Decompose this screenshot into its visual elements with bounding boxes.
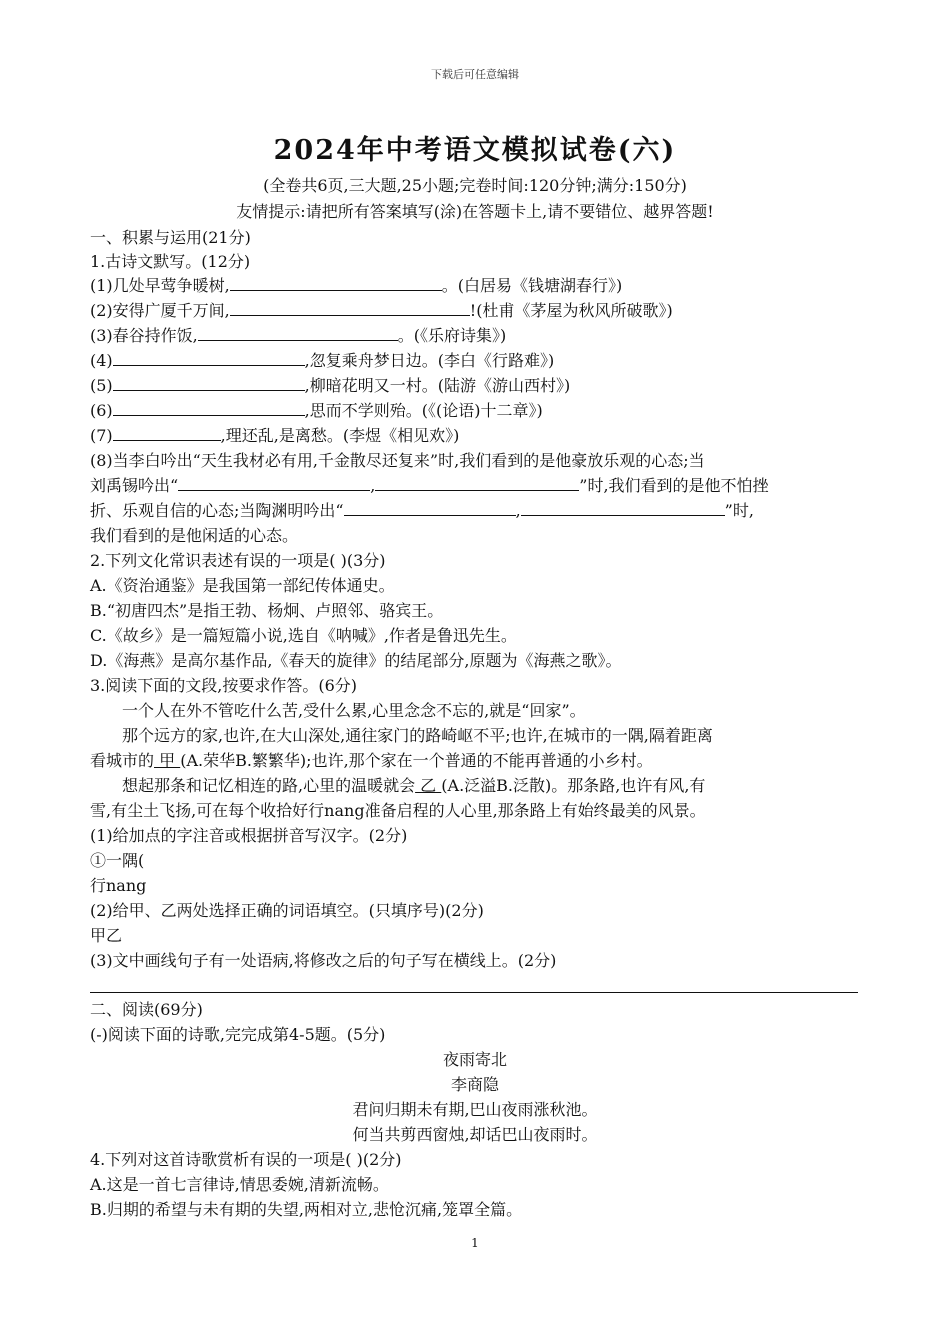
answer-blank[interactable] — [113, 374, 305, 391]
answer-blank[interactable] — [521, 499, 725, 516]
item-source: 。(《乐府诗集》) — [397, 326, 507, 345]
passage-paragraph — [90, 774, 892, 798]
recitation-item-cont — [90, 499, 860, 523]
item-source: 。(白居易《钱塘湖春行》) — [441, 276, 623, 295]
item-text: 刘禹锡吟出“ — [90, 476, 179, 495]
answer-blank[interactable] — [113, 424, 221, 441]
passage-paragraph: 一个人在外不管吃什么苦,受什么累,心里念念不忘的,就是“回家”。 — [122, 701, 586, 720]
sub-answer: 行nang — [90, 876, 147, 895]
question-stem: 4.下列对这首诗歌赏析有误的一项是( )(2分) — [90, 1150, 402, 1169]
recitation-item: (8)当李白吟出“天生我材必有用,千金散尽还复来”时,我们看到的是他豪放乐观的心态;当 — [90, 451, 705, 470]
blank-yi: 乙 — [415, 776, 442, 795]
sub-question: (2)给甲、乙两处选择正确的词语填空。(只填序号)(2分) — [90, 901, 484, 920]
question-stem: 1.古诗文默写。(12分) — [90, 252, 251, 271]
option-a: A.《资治通鉴》是我国第一部纪传体通史。 — [90, 576, 395, 595]
recitation-item — [90, 374, 860, 398]
sub-answer: 甲乙 — [90, 926, 123, 945]
poem-title: 夜雨寄北 — [442, 1050, 507, 1069]
item-source: ,忽复乘舟梦日边。(李白《行路难》) — [304, 351, 555, 370]
option-b: B.“初唐四杰”是指王勃、杨炯、卢照邻、骆宾王。 — [90, 601, 444, 620]
answer-blank[interactable] — [344, 499, 516, 516]
item-source: !(杜甫《茅屋为秋风所破歌》) — [469, 301, 673, 320]
sub-question: (1)给加点的字注音或根据拼音写汉字。(2分) — [90, 826, 408, 845]
item-text: (4) — [90, 351, 113, 370]
item-text: (5) — [90, 376, 113, 395]
question-stem: 3.阅读下面的文段,按要求作答。(6分) — [90, 676, 358, 695]
recitation-item — [90, 399, 860, 423]
answer-blank[interactable] — [178, 474, 370, 491]
passage-text: 想起那条和记忆相连的路,心里的温暖就会 — [122, 776, 416, 795]
page-title: 2024年中考语文模拟试卷(六) — [273, 135, 677, 166]
poem-line: 君问归期未有期,巴山夜雨涨秋池。 — [352, 1100, 598, 1119]
passage-text: 看城市的 — [90, 751, 155, 770]
item-text: 折、乐观自信的心态;当陶渊明吟出“ — [90, 501, 344, 520]
recitation-item — [90, 349, 860, 373]
answer-blank[interactable] — [113, 349, 305, 366]
header-note: 下载后可任意编辑 — [431, 68, 519, 81]
answer-line[interactable] — [90, 992, 858, 993]
poem-line: 何当共剪西窗烛,却话巴山夜雨时。 — [352, 1125, 598, 1144]
item-text: , — [515, 501, 521, 520]
answer-blank[interactable] — [230, 299, 470, 316]
section-heading: 二、阅读(69分) — [90, 1000, 203, 1019]
item-text: (2)安得广厦千万间, — [90, 301, 230, 320]
blank-jia: 甲 — [154, 751, 181, 770]
item-text: ”时, — [724, 501, 754, 520]
option-d: D.《海燕》是高尔基作品,《春天的旋律》的结尾部分,原题为《海燕之歌》。 — [90, 651, 622, 670]
poem-author: 李商隐 — [450, 1075, 499, 1094]
option-a: A.这是一首七言律诗,情思委婉,清新流畅。 — [90, 1175, 389, 1194]
answer-blank[interactable] — [375, 474, 579, 491]
item-text: , — [370, 476, 376, 495]
option-b: B.归期的希望与未有期的失望,两相对立,悲怆沉痛,笼罩全篇。 — [90, 1200, 523, 1219]
item-source: ,理还乱,是离愁。(李煜《相见欢》) — [220, 426, 460, 445]
answer-blank[interactable] — [198, 324, 398, 341]
recitation-item-cont — [90, 474, 860, 498]
part-heading: (-)阅读下面的诗歌,完完成第4-5题。(5分) — [90, 1025, 386, 1044]
passage-line — [90, 749, 860, 773]
sub-answer: ①一隅( — [90, 851, 145, 870]
item-text: (1)几处早莺争暖树, — [90, 276, 230, 295]
recitation-item — [90, 324, 860, 348]
recitation-item — [90, 424, 860, 448]
item-text: (3)春谷持作饭, — [90, 326, 198, 345]
item-text: ”时,我们看到的是他不怕挫 — [579, 476, 769, 495]
passage-paragraph: 那个远方的家,也许,在大山深处,通往家门的路崎岖不平;也许,在城市的一隅,隔着距离 — [122, 726, 713, 745]
passage-text: (A.泛溢B.泛散)。那条路,也许有风,有 — [441, 776, 706, 795]
section-heading: 一、积累与运用(21分) — [90, 228, 251, 247]
answer-blank[interactable] — [230, 274, 442, 291]
question-stem: 2.下列文化常识表述有误的一项是( )(3分) — [90, 551, 386, 570]
recitation-item — [90, 299, 860, 323]
item-source: ,柳暗花明又一村。(陆游《游山西村》) — [304, 376, 571, 395]
option-c: C.《故乡》是一篇短篇小说,选自《呐喊》,作者是鲁迅先生。 — [90, 626, 517, 645]
answer-blank[interactable] — [113, 399, 305, 416]
recitation-item — [90, 274, 860, 298]
sub-question: (3)文中画线句子有一处语病,将修改之后的句子写在横线上。(2分) — [90, 951, 557, 970]
passage-line: 雪,有尘土飞扬,可在每个收拾好行nang准备启程的人心里,那条路上有始终最美的风景。 — [90, 801, 706, 820]
exam-info: (全卷共6页,三大题,25小题;完卷时间:120分钟;满分:150分) — [263, 176, 687, 195]
passage-text: (A.荣华B.繁繁华);也许,那个家在一个普通的不能再普通的小乡村。 — [180, 751, 653, 770]
item-source: ,思而不学则殆。(《(论语)十二章》) — [304, 401, 543, 420]
item-text: (7) — [90, 426, 113, 445]
tip-text: 友情提示:请把所有答案填写(涂)在答题卡上,请不要错位、越界答题! — [236, 202, 714, 221]
recitation-item-cont: 我们看到的是他闲适的心态。 — [90, 526, 299, 545]
item-text: (6) — [90, 401, 113, 420]
page-number: 1 — [471, 1236, 479, 1250]
